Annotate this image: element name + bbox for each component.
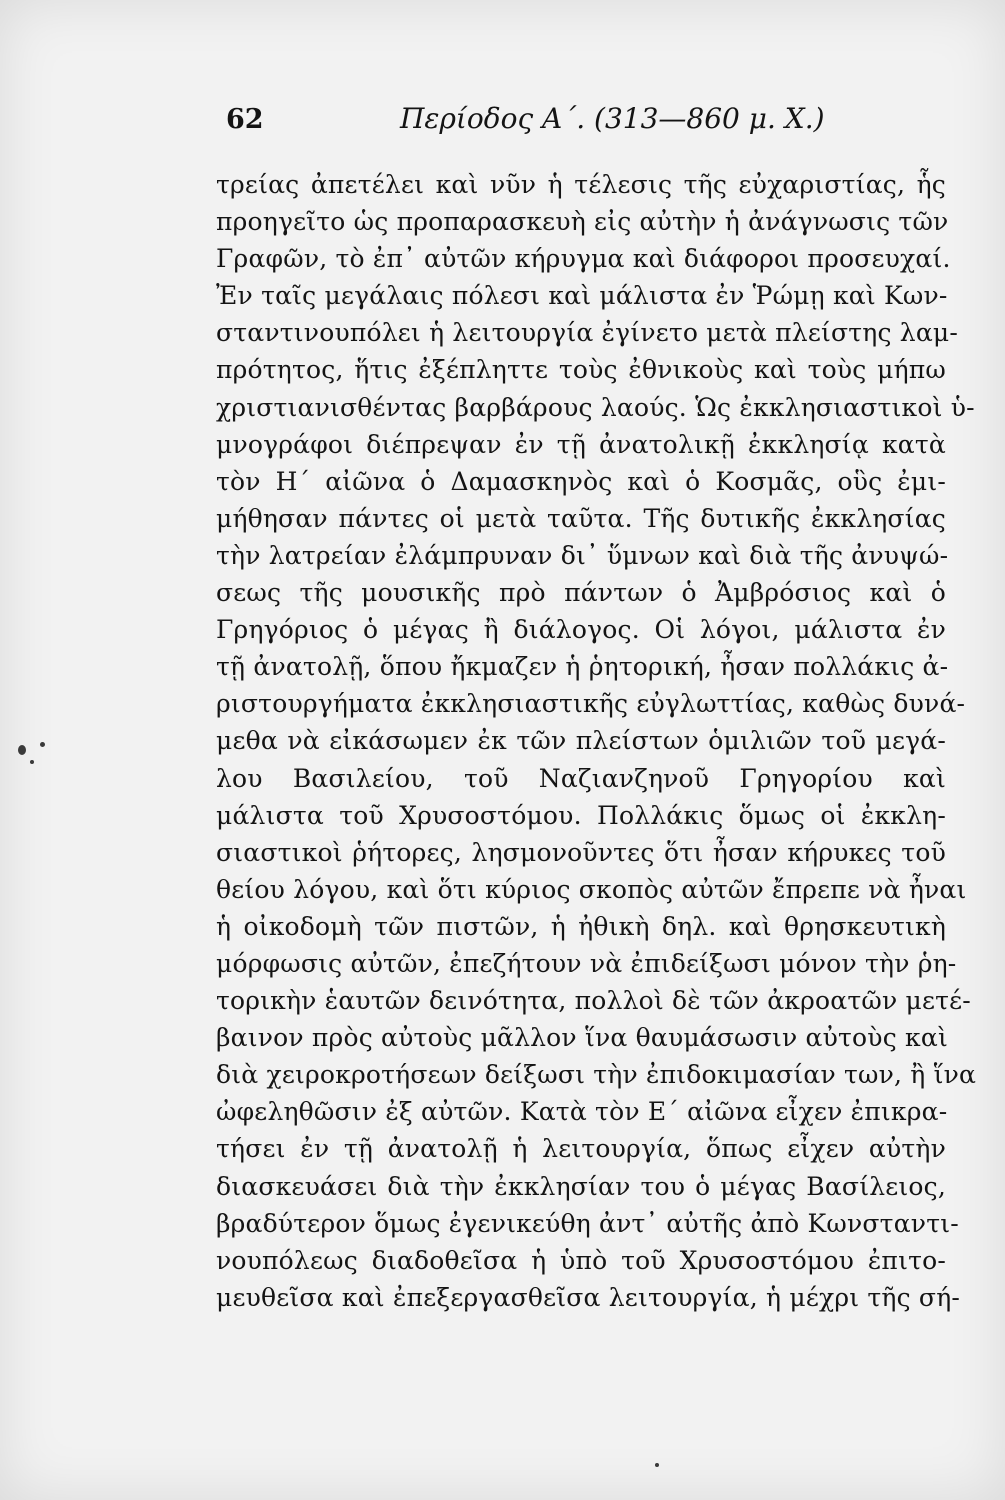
text-line: διασκευάσει διὰ τὴν ἐκκλησίαν του ὁ μέγας Βασίλειος,	[216, 1171, 946, 1201]
page-number: 62	[226, 104, 264, 135]
text-line: βραδύτερον ὅμως ἐγενικεύθη ἀντ᾿ αὐτῆς ἀπὸ Κωνσταντι-	[216, 1208, 959, 1238]
text-line: τρείας ἀπετέλει καὶ νῦν ἡ τέλεσις τῆς εὐχαριστίας, ἧς	[216, 170, 946, 199]
page-header	[226, 98, 946, 142]
text-line: σεως τῆς μουσικῆς πρὸ πάντων ὁ Ἀμβρόσιος καὶ ὁ	[216, 578, 946, 608]
text-line: τήσει ἐν τῇ ἀνατολῇ ἡ λειτουργία, ὅπως εἶχεν αὐτὴν	[216, 1134, 946, 1164]
ink-speck	[40, 742, 45, 747]
text-line: μήθησαν πάντες οἱ μετὰ ταῦτα. Τῆς δυτικῆς ἐκκλησίας	[216, 503, 946, 533]
text-line: τορικὴν ἑαυτῶν δεινότητα, πολλοὶ δὲ τῶν ἀκροατῶν μετέ-	[216, 986, 971, 1016]
text-line: προηγεῖτο ὡς προπαρασκευὴ εἰς αὐτὴν ἡ ἀνάγνωσις τῶν	[216, 207, 949, 237]
text-line: μάλιστα τοῦ Χρυσοστόμου. Πολλάκις ὅμως οἱ ἐκκλη-	[216, 800, 946, 830]
text-line: πρότητος, ἥτις ἐξέπληττε τοὺς ἐθνικοὺς καὶ τοὺς μήπω	[216, 355, 946, 385]
text-line: μευθεῖσα καὶ ἐπεξεργασθεῖσα λειτουργία, ἡ μέχρι τῆς σή-	[216, 1282, 961, 1312]
running-title: Περίοδος Α΄. (313—860 μ. Χ.)	[400, 102, 825, 135]
ink-speck	[18, 745, 26, 755]
text-line: βαινον πρὸς αὐτοὺς μᾶλλον ἵνα θαυμάσωσιν αὐτοὺς καὶ	[216, 1023, 948, 1053]
text-line: λου Βασιλείου, τοῦ Ναζιανζηνοῦ Γρηγορίου καὶ	[216, 763, 946, 793]
text-line: μόρφωσις αὐτῶν, ἐπεζήτουν νὰ ἐπιδείξωσι μόνον τὴν ῥη-	[216, 948, 957, 978]
text-line: Γρηγόριος ὁ μέγας ἢ διάλογος. Οἱ λόγοι, μάλιστα ἐν	[216, 615, 946, 645]
text-line: μνογράφοι διέπρεψαν ἐν τῇ ἀνατολικῇ ἐκκλησίᾳ κατὰ	[216, 429, 946, 459]
text-line: ὠφεληθῶσιν ἐξ αὐτῶν. Κατὰ τὸν Ε΄ αἰῶνα εἶχεν ἐπικρα-	[216, 1097, 948, 1127]
text-line: θείου λόγου, καὶ ὅτι κύριος σκοπὸς αὐτῶν ἔπρεπε νὰ ἦναι	[216, 874, 967, 904]
text-line: σταντινουπόλει ἡ λειτουργία ἐγίνετο μετὰ πλείστης λαμ-	[216, 318, 959, 348]
text-line: μεθα νὰ εἰκάσωμεν ἐκ τῶν πλείστων ὁμιλιῶν τοῦ μεγά-	[216, 726, 946, 756]
text-line: σιαστικοὶ ῥήτορες, λησμονοῦντες ὅτι ἦσαν κήρυκες τοῦ	[216, 837, 946, 867]
body-text	[216, 166, 977, 1316]
text-line: χριστιανισθέντας βαρβάρους λαούς. Ὡς ἐκκλησιαστικοὶ ὑ-	[216, 392, 975, 422]
text-line: τῇ ἀνατολῇ, ὅπου ἤκμαζεν ἡ ῥητορική, ἦσαν πολλάκις ἀ-	[216, 652, 949, 682]
text-line: διὰ χειροκροτήσεων δείξωσι τὴν ἐπιδοκιμασίαν των, ἢ ἵνα	[216, 1060, 977, 1090]
text-line: ριστουργήματα ἐκκλησιαστικῆς εὐγλωττίας, καθὼς δυνά-	[216, 689, 966, 719]
text-line: ἡ οἰκοδομὴ τῶν πιστῶν, ἡ ἠθικὴ δηλ. καὶ θρησκευτικὴ	[216, 911, 946, 941]
text-line: Γραφῶν, τὸ ἐπ᾿ αὐτῶν κήρυγμα καὶ διάφοροι προσευχαί.	[216, 244, 951, 274]
ink-speck	[30, 760, 34, 764]
text-line: τὴν λατρείαν ἐλάμπρυναν δι᾿ ὕμνων καὶ διὰ τῆς ἀνυψώ-	[216, 540, 949, 570]
text-line: νουπόλεως διαδοθεῖσα ἡ ὑπὸ τοῦ Χρυσοστόμου ἐπιτο-	[216, 1245, 946, 1275]
text-line: Ἐν ταῖς μεγάλαις πόλεσι καὶ μάλιστα ἐν Ῥώμῃ καὶ Κων-	[216, 281, 948, 311]
ink-speck	[655, 1463, 659, 1467]
text-line: τὸν Η΄ αἰῶνα ὁ Δαμασκηνὸς καὶ ὁ Κοσμᾶς, οὓς ἐμι-	[216, 466, 946, 496]
